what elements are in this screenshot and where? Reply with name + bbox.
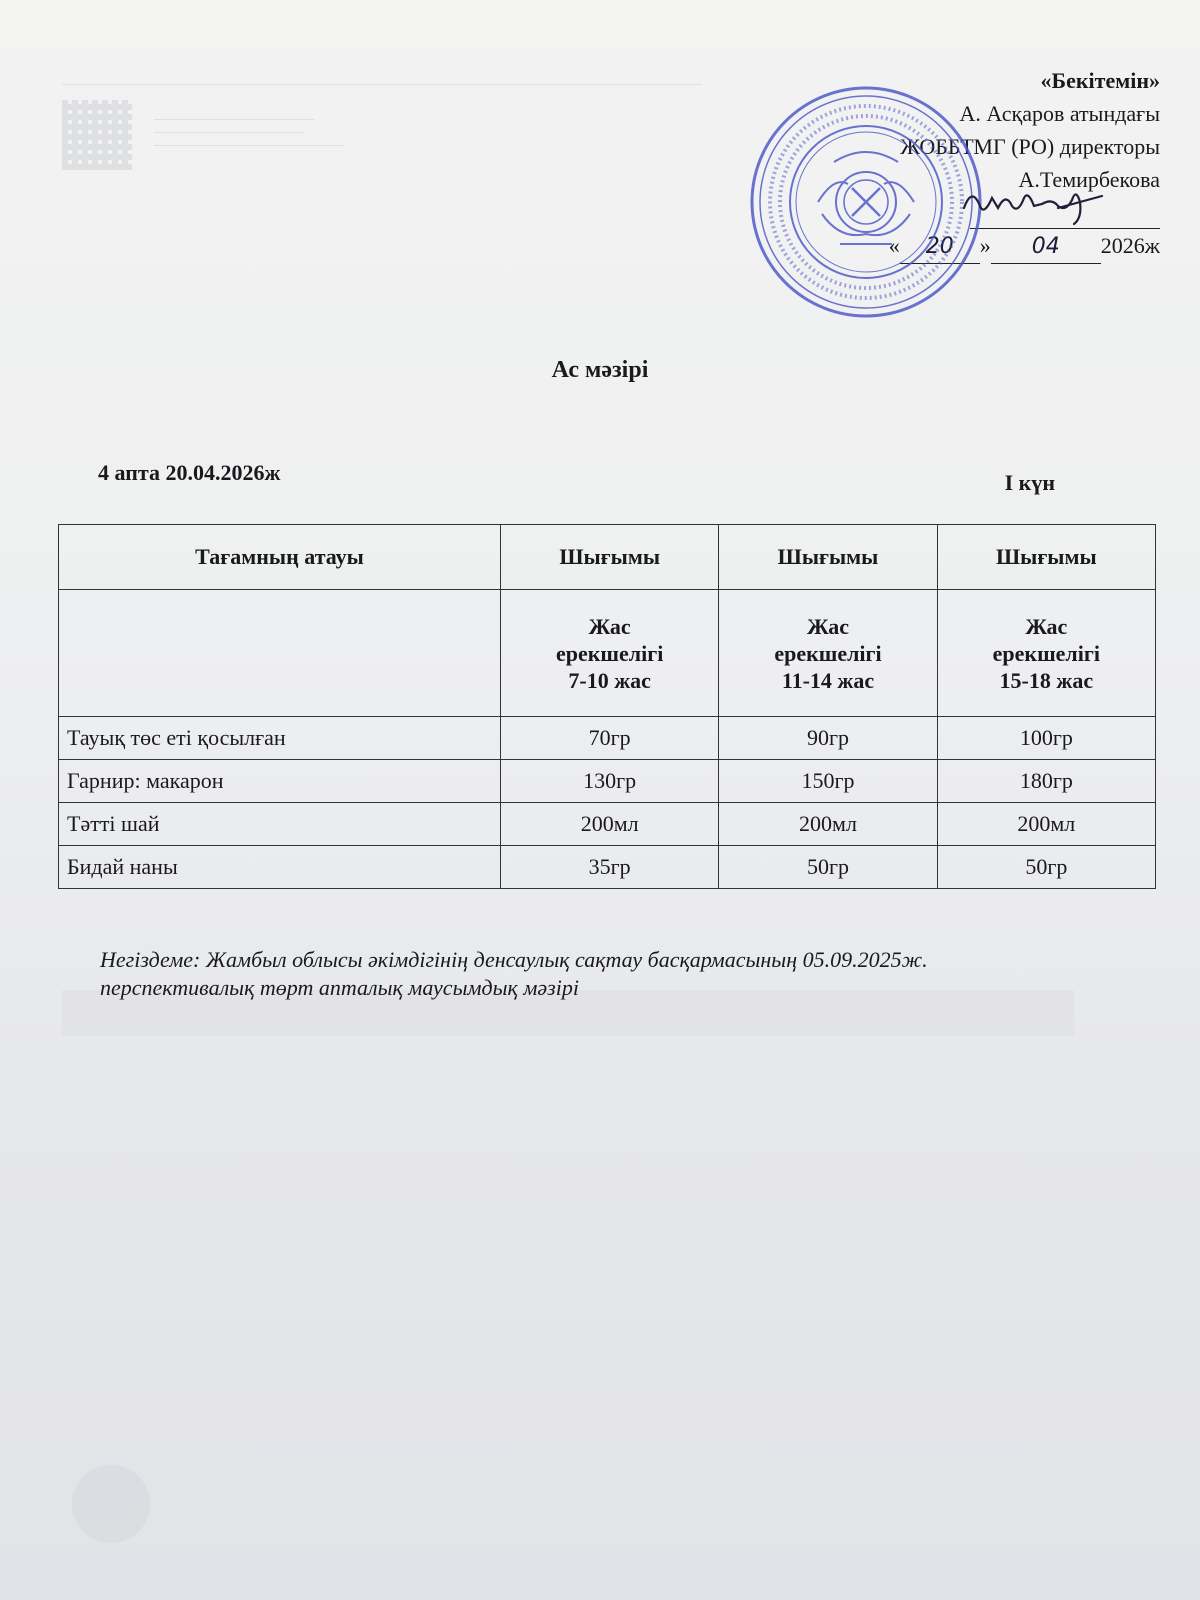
portion-value: 70гр bbox=[501, 717, 719, 760]
menu-title: Ас мәзірі bbox=[551, 357, 649, 383]
age-group-line: Жас bbox=[807, 613, 849, 639]
age-group-cell bbox=[719, 590, 937, 717]
table-header-row bbox=[59, 525, 1156, 590]
date-year: 2026ж bbox=[1100, 233, 1160, 258]
age-group-range: 7-10 жас bbox=[568, 667, 651, 693]
table-row bbox=[59, 803, 1156, 846]
date-month: 04 bbox=[1031, 234, 1060, 259]
dish-name: Бидай наны bbox=[59, 846, 501, 889]
approval-school-line: А. Асқаров атындағы bbox=[959, 101, 1160, 126]
approval-director-name: А.Темирбекова bbox=[1018, 167, 1160, 192]
portion-value: 200мл bbox=[501, 803, 719, 846]
show-through-seal bbox=[72, 1465, 150, 1543]
portion-value: 130гр bbox=[501, 760, 719, 803]
date-day: 20 bbox=[925, 234, 954, 259]
portion-value: 90гр bbox=[719, 717, 937, 760]
age-group-line: ерекшелігі bbox=[774, 640, 882, 666]
table-row bbox=[59, 717, 1156, 760]
portion-value: 35гр bbox=[501, 846, 719, 889]
table-row bbox=[59, 760, 1156, 803]
menu-table bbox=[58, 524, 1156, 889]
portion-value: 180гр bbox=[937, 760, 1155, 803]
age-group-cell bbox=[937, 590, 1155, 717]
header-yield: Шығымы bbox=[501, 525, 719, 590]
portion-value: 50гр bbox=[719, 846, 937, 889]
header-yield: Шығымы bbox=[719, 525, 937, 590]
age-group-empty-cell bbox=[59, 590, 501, 717]
show-through-text-top bbox=[62, 70, 762, 146]
age-group-line: ерекшелігі bbox=[555, 640, 664, 666]
portion-value: 200мл bbox=[719, 803, 937, 846]
age-group-range: 11-14 жас bbox=[781, 667, 875, 693]
age-group-line: ерекшелігі bbox=[992, 640, 1100, 666]
dish-name: Гарнир: макарон bbox=[59, 760, 501, 803]
approval-header: «Бекітемін» bbox=[1040, 68, 1160, 93]
day-label: I күн bbox=[1004, 470, 1055, 495]
age-group-line: Жас bbox=[1025, 613, 1068, 639]
age-group-range: 15-18 жас bbox=[999, 667, 1094, 693]
date-quote-open: « bbox=[888, 233, 900, 258]
header-dish-name: Тағамның атауы bbox=[59, 525, 501, 590]
portion-value: 50гр bbox=[937, 846, 1155, 889]
table-row bbox=[59, 846, 1156, 889]
age-group-row bbox=[59, 590, 1156, 717]
portion-value: 100гр bbox=[937, 717, 1155, 760]
approval-position-line: ЖОББТМГ (РО) директоры bbox=[900, 134, 1160, 159]
date-quote-close: » bbox=[979, 233, 991, 258]
basis-note: Негіздеме: Жамбыл облысы әкімдігінің денсаулық сақтау басқармасының 05.09.2025ж. перспективалық төрт апталық маусымдық мәзірі bbox=[100, 947, 928, 1000]
director-signature bbox=[962, 178, 1112, 228]
age-group-line: Жас bbox=[588, 613, 631, 639]
dish-name: Тәтті шай bbox=[59, 803, 501, 846]
age-group-cell bbox=[501, 590, 719, 717]
week-label: 4 апта 20.04.2026ж bbox=[98, 460, 281, 485]
portion-value: 150гр bbox=[719, 760, 937, 803]
header-yield: Шығымы bbox=[937, 525, 1155, 590]
portion-value: 200мл bbox=[937, 803, 1155, 846]
dish-name: Тауық төс еті қосылған bbox=[59, 717, 501, 760]
official-seal-stamp bbox=[748, 84, 984, 320]
